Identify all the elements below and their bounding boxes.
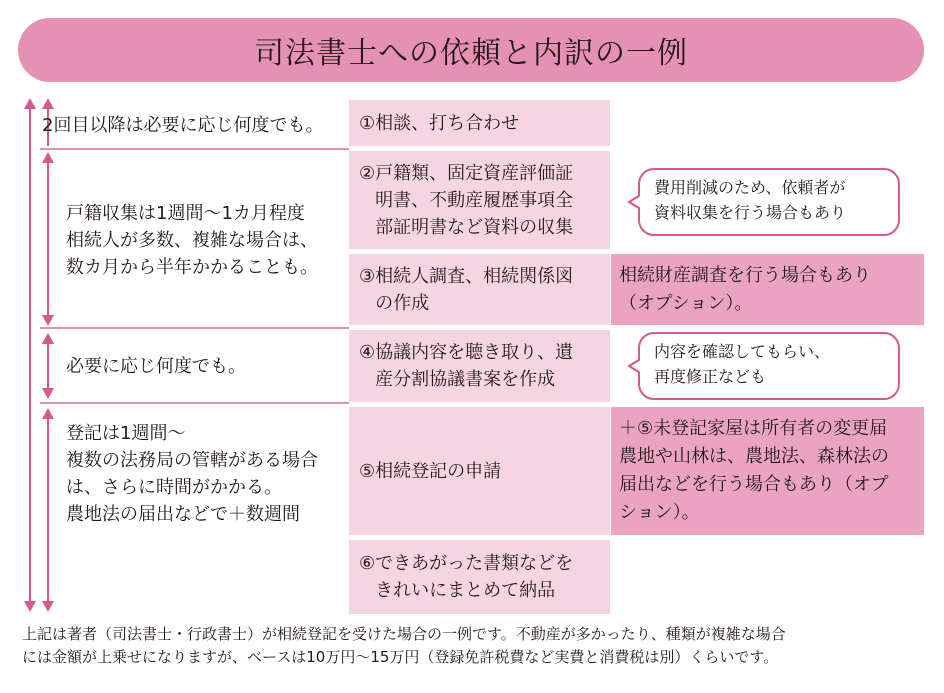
step-number: ③ xyxy=(359,265,376,287)
duration-text-documents: 戸籍収集は1週間〜1カ月程度 相続人が多数、複雑な場合は、 数カ月から半年かかることも。 xyxy=(66,203,318,278)
step-2-box xyxy=(349,151,610,249)
step-6-box xyxy=(349,540,610,614)
step-3-box xyxy=(349,254,610,325)
section-divider xyxy=(40,402,349,404)
step-number: ② xyxy=(359,162,376,184)
step-label: 相続登記の申請 xyxy=(375,460,502,482)
arrow-down-icon xyxy=(42,601,54,612)
duration-text-registration: 登記は1週間〜 複数の法務局の管轄がある場合 は、さらに時間がかかる。 農地法の届出などで＋数週間 xyxy=(66,423,318,525)
note-step-5: ＋⑤未登記家屋は所有者の変更届 農地や山林は、農地法、森林法の 届出などを行う場合もあり（オプ ション）。 xyxy=(611,407,924,535)
step-4-box xyxy=(349,330,610,402)
footnote: 上記は著者（司法書士・行政書士）が相続登記を受けた場合の一例です。不動産が多かったり、種類が複雑な場合 には金額が上乗せになりますが、ベースは10万円〜15万円（登録免許税費など実費と消費税は別）くらいです。 xyxy=(22,625,786,667)
page-title: 司法書士への依頼と内訳の一例 xyxy=(254,36,688,71)
step-label: 相続人調査、相続関係図 の作成 xyxy=(375,265,574,314)
step-label: 相談、打ち合わせ xyxy=(375,112,520,134)
step-number: ⑤ xyxy=(359,460,376,482)
step-label: 戸籍類、固定資産評価証 明書、不動産履歴事項全 部証明書など資料の収集 xyxy=(375,162,574,238)
step-5-box xyxy=(349,407,610,535)
duration-text-consultation: 2回目以降は必要に応じ何度でも。 xyxy=(42,115,324,136)
duration-text-agreement: 必要に応じ何度でも。 xyxy=(66,356,246,377)
section-divider xyxy=(40,148,349,150)
step-number: ⑥ xyxy=(359,553,376,574)
step-number: ① xyxy=(359,112,376,134)
step-label: 協議内容を聴き取り、遺 産分割協議書案を作成 xyxy=(375,342,574,390)
arrow-down-icon xyxy=(42,388,54,399)
step-label: できあがった書類などを きれいにまとめて納品 xyxy=(375,553,574,601)
step-number: ④ xyxy=(359,342,376,363)
arrow-down-icon xyxy=(42,315,54,326)
step-1-box xyxy=(349,100,610,146)
arrow-down-icon xyxy=(24,601,36,612)
section-divider xyxy=(40,327,349,329)
title-banner xyxy=(18,18,924,82)
note-step-3: 相続財産調査を行う場合もあり （オプション）。 xyxy=(611,254,924,325)
callout-step-4: 内容を確認してもらい、 再度修正なども xyxy=(638,332,900,400)
callout-step-2: 費用削減のため、依頼者が 資料収集を行う場合もあり xyxy=(638,168,900,236)
